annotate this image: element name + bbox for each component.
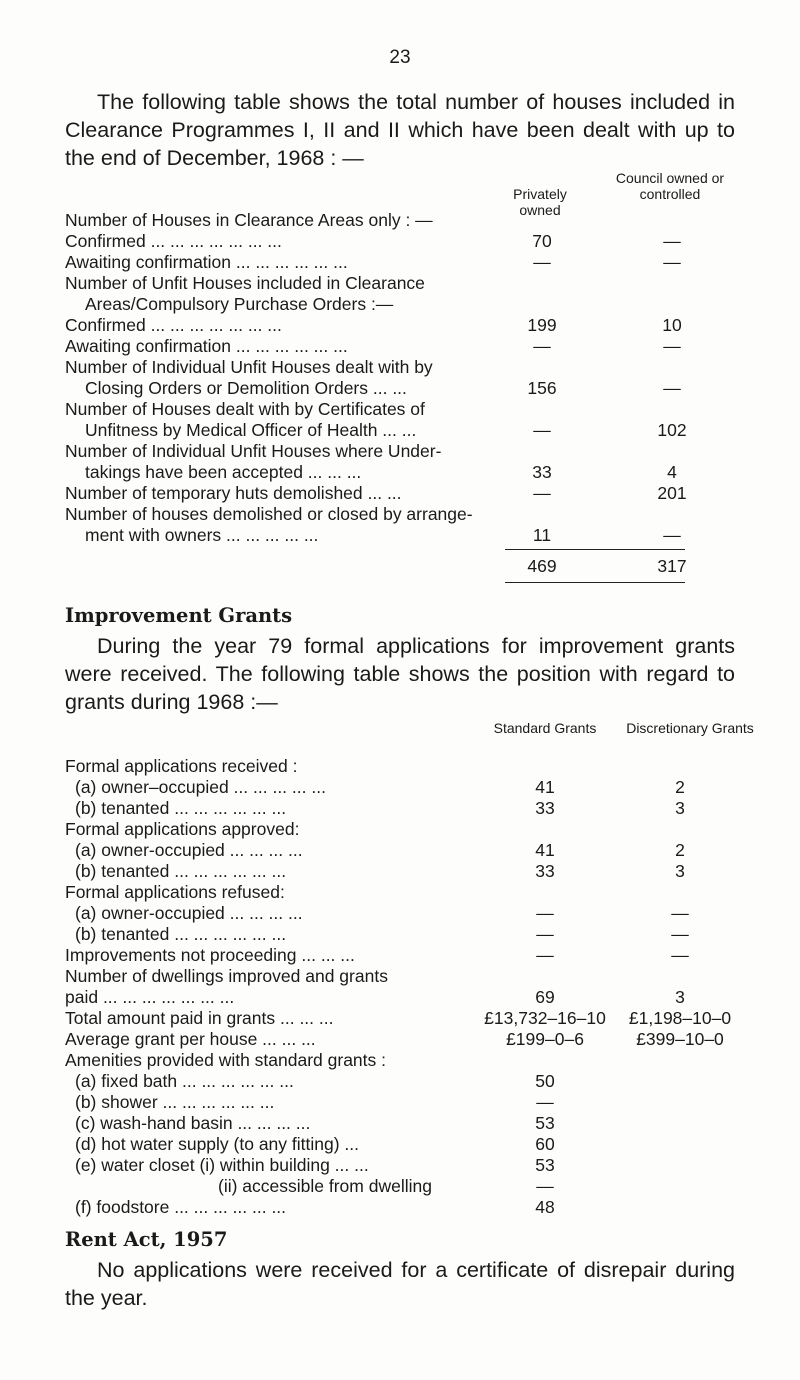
table-row <box>85 420 745 441</box>
row-value-privately: 33 <box>532 462 552 482</box>
row-value-standard: 41 <box>535 840 555 860</box>
row-label: Areas/Compulsory Purchase Orders :— <box>85 294 394 314</box>
row-value-discretionary: — <box>671 924 689 944</box>
row-label: (b) shower ... ... ... ... ... ... <box>75 1092 275 1112</box>
row-value-council: 201 <box>657 483 687 503</box>
table-row <box>75 1113 745 1134</box>
row-label: Improvements not proceeding ... ... ... <box>65 945 355 965</box>
table-row <box>75 903 745 924</box>
table-row <box>75 1197 745 1218</box>
row-label: Number of temporary huts demolished ... ... <box>65 483 402 503</box>
row-value-standard: £199–0–6 <box>506 1029 584 1049</box>
table-row <box>75 777 745 798</box>
row-value-standard: — <box>536 945 554 965</box>
row-value-council: 10 <box>662 315 682 335</box>
row-value-discretionary: 3 <box>675 987 685 1007</box>
table-row <box>75 924 745 945</box>
table-row <box>65 252 745 273</box>
row-value-standard: — <box>536 903 554 923</box>
table-row <box>75 1155 745 1176</box>
rent-act-heading: Rent Act, 1957 <box>65 1228 228 1251</box>
row-label: (d) hot water supply (to any fitting) ... <box>75 1134 360 1154</box>
table-row <box>85 525 745 546</box>
row-value-standard: 53 <box>535 1155 555 1175</box>
table1-col-privately-owned: Privately owned <box>513 186 567 218</box>
row-value-standard: — <box>536 1092 554 1112</box>
row-value-privately: — <box>533 420 551 440</box>
row-value-council: — <box>663 231 681 251</box>
table-row <box>75 840 745 861</box>
table-row <box>65 483 745 504</box>
row-value-privately: — <box>533 252 551 272</box>
table2-col-standard: Standard Grants <box>493 720 597 736</box>
table-row <box>65 882 745 903</box>
row-label: Confirmed ... ... ... ... ... ... ... <box>65 315 282 335</box>
row-value-standard: £13,732–16–10 <box>484 1008 606 1028</box>
table-row <box>65 987 745 1008</box>
row-label: Average grant per house ... ... ... <box>65 1029 316 1049</box>
table-row <box>75 1092 745 1113</box>
table-row <box>65 756 745 777</box>
table-row <box>65 966 745 987</box>
row-value-privately: 70 <box>532 231 552 251</box>
row-label: Formal applications received : <box>65 756 298 776</box>
row-label: Formal applications refused: <box>65 882 285 902</box>
row-label: Number of Individual Unfit Houses dealt with by <box>65 357 433 377</box>
totals-bottom-rule <box>505 582 685 583</box>
row-value-discretionary: £399–10–0 <box>636 1029 724 1049</box>
row-value-standard: 33 <box>535 798 555 818</box>
total-council: 317 <box>657 556 687 576</box>
row-value-council: — <box>663 378 681 398</box>
row-label: Number of Individual Unfit Houses where Under- <box>65 441 442 461</box>
row-label: (e) water closet (i) within building ... ... <box>75 1155 369 1175</box>
row-value-council: 102 <box>657 420 687 440</box>
row-label: Awaiting confirmation ... ... ... ... ... ... <box>65 252 348 272</box>
intro-text: The following table shows the total number of houses included in Clearance Programmes I, II and II which have been dealt with up to the end of December, 1968 : — <box>65 90 735 170</box>
table-row <box>65 945 745 966</box>
row-value-discretionary: — <box>671 903 689 923</box>
row-value-privately: — <box>533 336 551 356</box>
row-value-standard: 33 <box>535 861 555 881</box>
row-label: Closing Orders or Demolition Orders ... ... <box>85 378 407 398</box>
row-label: Number of houses demolished or closed by arrange- <box>65 504 473 524</box>
row-label: (b) tenanted ... ... ... ... ... ... <box>75 924 287 944</box>
row-value-standard: — <box>536 924 554 944</box>
rent-act-text: No applications were received for a certificate of disrepair during the year. <box>65 1258 735 1310</box>
row-value-standard: 69 <box>535 987 555 1007</box>
row-value-discretionary: 2 <box>675 840 685 860</box>
row-value-discretionary: £1,198–10–0 <box>628 1008 732 1028</box>
table-row <box>65 1029 745 1050</box>
row-label: ment with owners ... ... ... ... ... <box>85 525 319 545</box>
table-row <box>75 861 745 882</box>
row-value-standard: 41 <box>535 777 555 797</box>
row-value-discretionary: 2 <box>675 777 685 797</box>
row-label: (c) wash-hand basin ... ... ... ... <box>75 1113 311 1133</box>
row-label: Total amount paid in grants ... ... ... <box>65 1008 334 1028</box>
intro-paragraph <box>65 88 735 172</box>
row-value-privately: 156 <box>527 378 557 398</box>
row-label: Number of Houses dealt with by Certificates of <box>65 399 425 419</box>
table-row <box>218 1176 745 1197</box>
row-label: (f) foodstore ... ... ... ... ... ... <box>75 1197 287 1217</box>
row-value-privately: 11 <box>532 525 552 545</box>
row-label: Unfitness by Medical Officer of Health ... ... <box>85 420 417 440</box>
table-row <box>75 1134 745 1155</box>
total-privately: 469 <box>527 556 557 576</box>
row-value-standard: 48 <box>535 1197 555 1217</box>
row-value-standard: 60 <box>535 1134 555 1154</box>
page-number: 23 <box>389 47 411 68</box>
row-label: takings have been accepted ... ... ... <box>85 462 362 482</box>
table-row <box>85 462 745 483</box>
table-row <box>65 399 745 420</box>
table-row <box>65 273 745 294</box>
row-label: (a) owner-occupied ... ... ... ... <box>75 840 303 860</box>
table-row <box>65 336 745 357</box>
totals-row <box>65 556 745 577</box>
table-row <box>65 210 745 231</box>
table-row <box>75 798 745 819</box>
row-label: (a) owner-occupied ... ... ... ... <box>75 903 303 923</box>
table-row <box>85 294 765 315</box>
improvement-paragraph <box>65 632 735 716</box>
row-label: (a) owner–occupied ... ... ... ... ... <box>75 777 326 797</box>
row-value-standard: 53 <box>535 1113 555 1133</box>
row-label: (ii) accessible from dwelling <box>218 1176 432 1196</box>
row-value-council: 4 <box>667 462 677 482</box>
table1-col-council-owned: Council owned or controlled <box>615 170 725 202</box>
row-value-privately: 199 <box>527 315 557 335</box>
row-label: paid ... ... ... ... ... ... ... <box>65 987 235 1007</box>
table-row <box>85 378 745 399</box>
improvement-grants-heading: Improvement Grants <box>65 604 293 627</box>
row-label: (b) tenanted ... ... ... ... ... ... <box>75 861 287 881</box>
table-row <box>65 1008 745 1029</box>
row-label: Awaiting confirmation ... ... ... ... ... ... <box>65 336 348 356</box>
table-row <box>65 231 745 252</box>
row-value-council: — <box>663 252 681 272</box>
row-label: (a) fixed bath ... ... ... ... ... ... <box>75 1071 294 1091</box>
row-label: Number of dwellings improved and grants <box>65 966 388 986</box>
table-row <box>65 1050 745 1071</box>
row-label: Formal applications approved: <box>65 819 300 839</box>
row-label: Amenities provided with standard grants : <box>65 1050 386 1070</box>
row-value-discretionary: 3 <box>675 861 685 881</box>
table-row <box>65 315 745 336</box>
table-row <box>65 357 745 378</box>
row-label: Number of Unfit Houses included in Clearance <box>65 273 425 293</box>
row-value-council: — <box>663 336 681 356</box>
row-value-standard: — <box>536 1176 554 1196</box>
row-value-council: — <box>663 525 681 545</box>
row-value-standard: 50 <box>535 1071 555 1091</box>
table-row <box>65 504 745 525</box>
row-label: Confirmed ... ... ... ... ... ... ... <box>65 231 282 251</box>
table2-col-discretionary: Discretionary Grants <box>626 720 754 736</box>
row-value-discretionary: — <box>671 945 689 965</box>
table-row <box>65 441 745 462</box>
totals-top-rule <box>505 549 685 550</box>
row-value-privately: — <box>533 483 551 503</box>
row-label: (b) tenanted ... ... ... ... ... ... <box>75 798 287 818</box>
row-value-discretionary: 3 <box>675 798 685 818</box>
improvement-text: During the year 79 formal applications for improvement grants were received. The following table shows the position with regard to grants during 1968 :— <box>65 634 735 714</box>
row-label: Number of Houses in Clearance Areas only : — <box>65 210 433 230</box>
rent-act-paragraph <box>65 1256 735 1312</box>
table-row <box>75 1071 745 1092</box>
table-row <box>65 819 745 840</box>
